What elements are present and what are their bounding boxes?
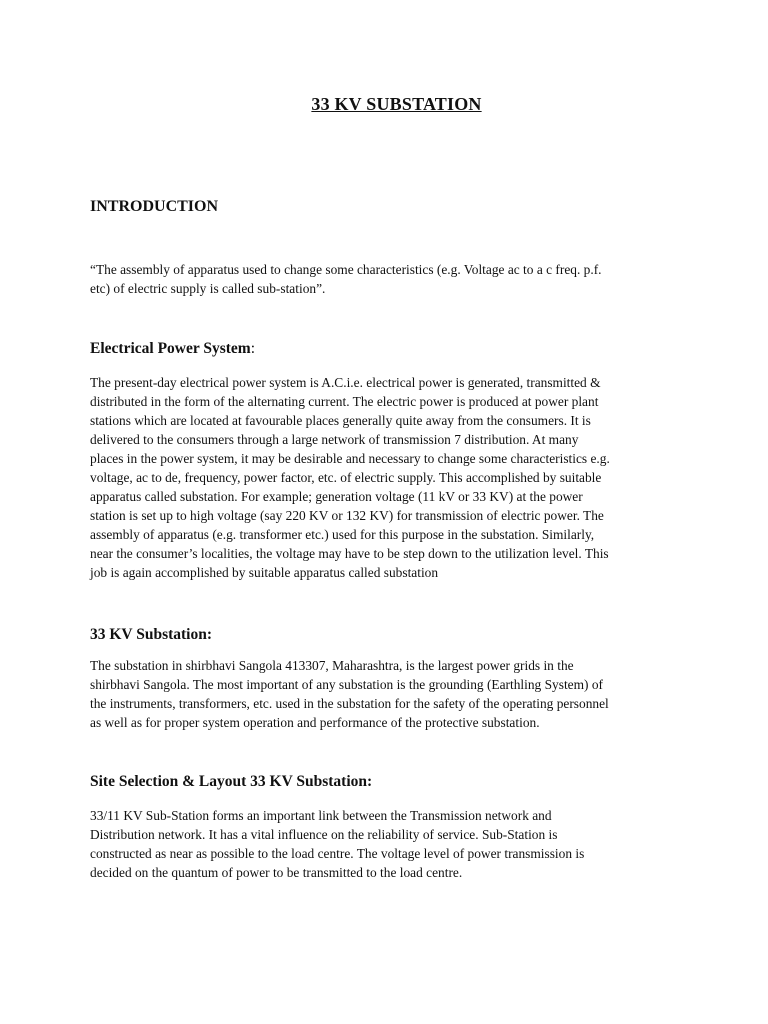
paragraph-line: station is set up to high voltage (say 220 KV or 132 KV) for transmission of electric power. The xyxy=(90,508,604,523)
paragraph-line: delivered to the consumers through a large network of transmission 7 distribution. At many xyxy=(90,432,579,447)
paragraph-line: assembly of apparatus (e.g. transformer etc.) used for this purpose in the substation. Similarly, xyxy=(90,527,595,542)
introduction-heading: INTRODUCTION xyxy=(90,198,219,215)
paragraph-line: decided on the quantum of power to be transmitted to the load centre. xyxy=(90,865,463,880)
paragraph-line: 33/11 KV Sub-Station forms an important link between the Transmission network and xyxy=(90,808,552,823)
site-selection-paragraph xyxy=(90,806,690,882)
paragraph-line: The substation in shirbhavi Sangola 413307, Maharashtra, is the largest power grids in the xyxy=(90,658,574,673)
paragraph-line: places in the power system, it may be desirable and necessary to change some characteristics e.g. xyxy=(90,451,610,466)
paragraph-line: the instruments, transformers, etc. used in the substation for the safety of the operating personnel xyxy=(90,696,609,711)
electrical-power-system-heading-colon: : xyxy=(250,340,255,357)
introduction-quote xyxy=(90,260,690,298)
paragraph-line: The present-day electrical power system is A.C.i.e. electrical power is generated, transmitted & xyxy=(90,375,601,390)
introduction-line: etc) of electric supply is called sub-station”. xyxy=(90,281,326,296)
substation-33kv-paragraph xyxy=(90,656,690,732)
paragraph-line: distributed in the form of the alternating current. The electric power is produced at power plant xyxy=(90,394,599,409)
document-title: 33 KV SUBSTATION xyxy=(311,94,482,114)
site-selection-heading: Site Selection & Layout 33 KV Substation: xyxy=(90,773,373,790)
paragraph-line: shirbhavi Sangola. The most important of any substation is the grounding (Earthling System) of xyxy=(90,677,603,692)
paragraph-line: constructed as near as possible to the load centre. The voltage level of power transmission is xyxy=(90,846,585,861)
introduction-line: “The assembly of apparatus used to change some characteristics (e.g. Voltage ac to a c freq. p.f. xyxy=(90,262,602,277)
paragraph-line: stations which are located at favourable places generally quite away from the consumers. It is xyxy=(90,413,591,428)
substation-33kv-heading: 33 KV Substation: xyxy=(90,626,213,643)
electrical-power-system-heading-text: Electrical Power System xyxy=(90,340,251,357)
electrical-power-system-paragraph xyxy=(90,373,690,582)
paragraph-line: Distribution network. It has a vital influence on the reliability of service. Sub-Station is xyxy=(90,827,558,842)
electrical-power-system-heading xyxy=(90,340,255,358)
paragraph-line: apparatus called substation. For example; generation voltage (11 kV or 33 KV) at the power xyxy=(90,489,583,504)
paragraph-line: job is again accomplished by suitable apparatus called substation xyxy=(90,565,439,580)
paragraph-line: near the consumer’s localities, the voltage may have to be step down to the utilization level. This xyxy=(90,546,609,561)
paragraph-line: as well as for proper system operation and performance of the protective substation. xyxy=(90,715,540,730)
paragraph-line: voltage, ac to de, frequency, power factor, etc. of electric supply. This accomplished by suitable xyxy=(90,470,602,485)
